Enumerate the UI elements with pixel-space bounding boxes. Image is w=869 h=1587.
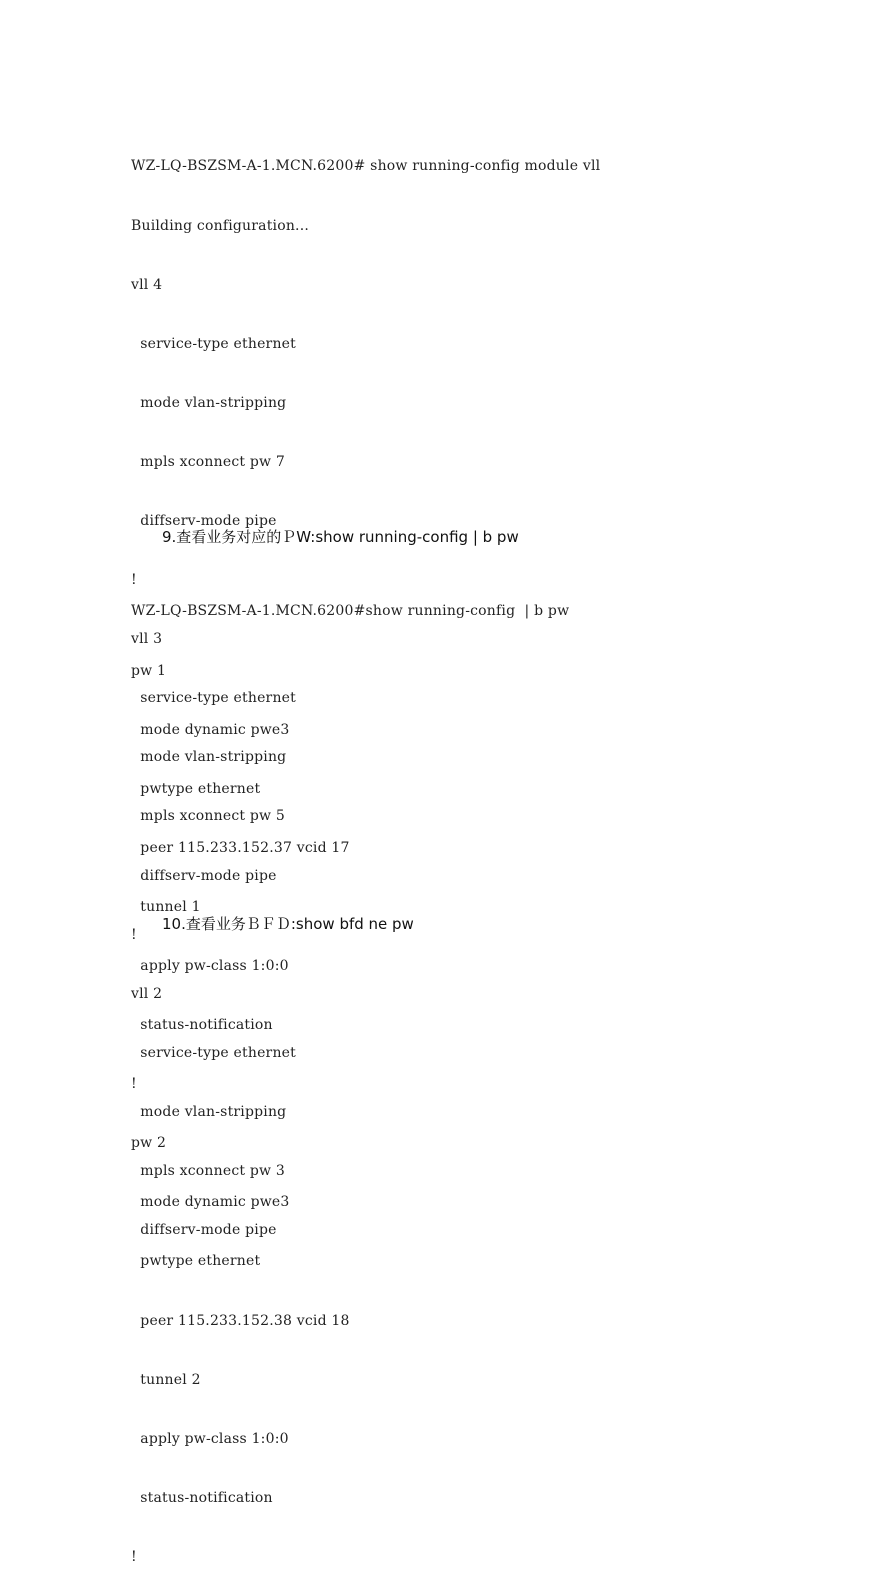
separator-line: ! [131, 572, 137, 589]
config-line: mode vlan-stripping [131, 1103, 287, 1120]
vll-header: vll 2 [131, 985, 163, 1002]
config-line: mode dynamic pwe3 [131, 1194, 290, 1211]
separator-line: ! [131, 1076, 137, 1093]
terminal-output-pw [131, 563, 569, 1587]
config-line: tunnel 1 [131, 898, 201, 915]
config-line: mode vlan-stripping [131, 749, 287, 766]
config-line: diffserv-mode pipe [131, 867, 277, 884]
config-line: diffserv-mode pipe [131, 512, 277, 529]
config-line: service-type ethernet [131, 335, 296, 352]
config-line: peer 115.233.152.37 vcid 17 [131, 839, 350, 856]
step-9-heading: 9.查看业务对应的ＰW:show running-config | b pw [162, 528, 519, 546]
config-line: pwtype ethernet [131, 1253, 261, 1270]
step-10-heading: 10.查看业务ＢＦＤ:show bfd ne pw [162, 915, 414, 933]
status-line: Building configuration... [131, 217, 309, 234]
config-line: service-type ethernet [131, 690, 296, 707]
config-line: apply pw-class 1:0:0 [131, 1430, 289, 1447]
config-line: status-notification [131, 1489, 273, 1506]
config-line: mode vlan-stripping [131, 394, 287, 411]
config-line: mpls xconnect pw 7 [131, 453, 285, 470]
separator-line: ! [131, 1548, 137, 1565]
config-line: mode dynamic pwe3 [131, 721, 290, 738]
vll-header: vll 4 [131, 276, 163, 293]
pw-header: pw 1 [131, 662, 167, 679]
config-line: service-type ethernet [131, 1044, 296, 1061]
config-line: mpls xconnect pw 3 [131, 1163, 285, 1179]
config-line: status-notification [131, 1017, 273, 1034]
config-line: pwtype ethernet [131, 780, 261, 797]
vll-header: vll 3 [131, 631, 163, 648]
config-line: tunnel 2 [131, 1371, 201, 1388]
config-line: peer 115.233.152.38 vcid 18 [131, 1312, 350, 1329]
separator-line: ! [131, 926, 137, 943]
prompt-line: WZ-LQ-BSZSM-A-1.MCN.6200# show running-config module vll [131, 158, 601, 175]
config-line: diffserv-mode pipe [131, 1222, 277, 1239]
pw-header: pw 2 [131, 1135, 167, 1152]
config-line: apply pw-class 1:0:0 [131, 957, 289, 974]
prompt-line: WZ-LQ-BSZSM-A-1.MCN.6200#show running-config | b pw [131, 603, 570, 620]
config-line: mpls xconnect pw 5 [131, 808, 285, 825]
